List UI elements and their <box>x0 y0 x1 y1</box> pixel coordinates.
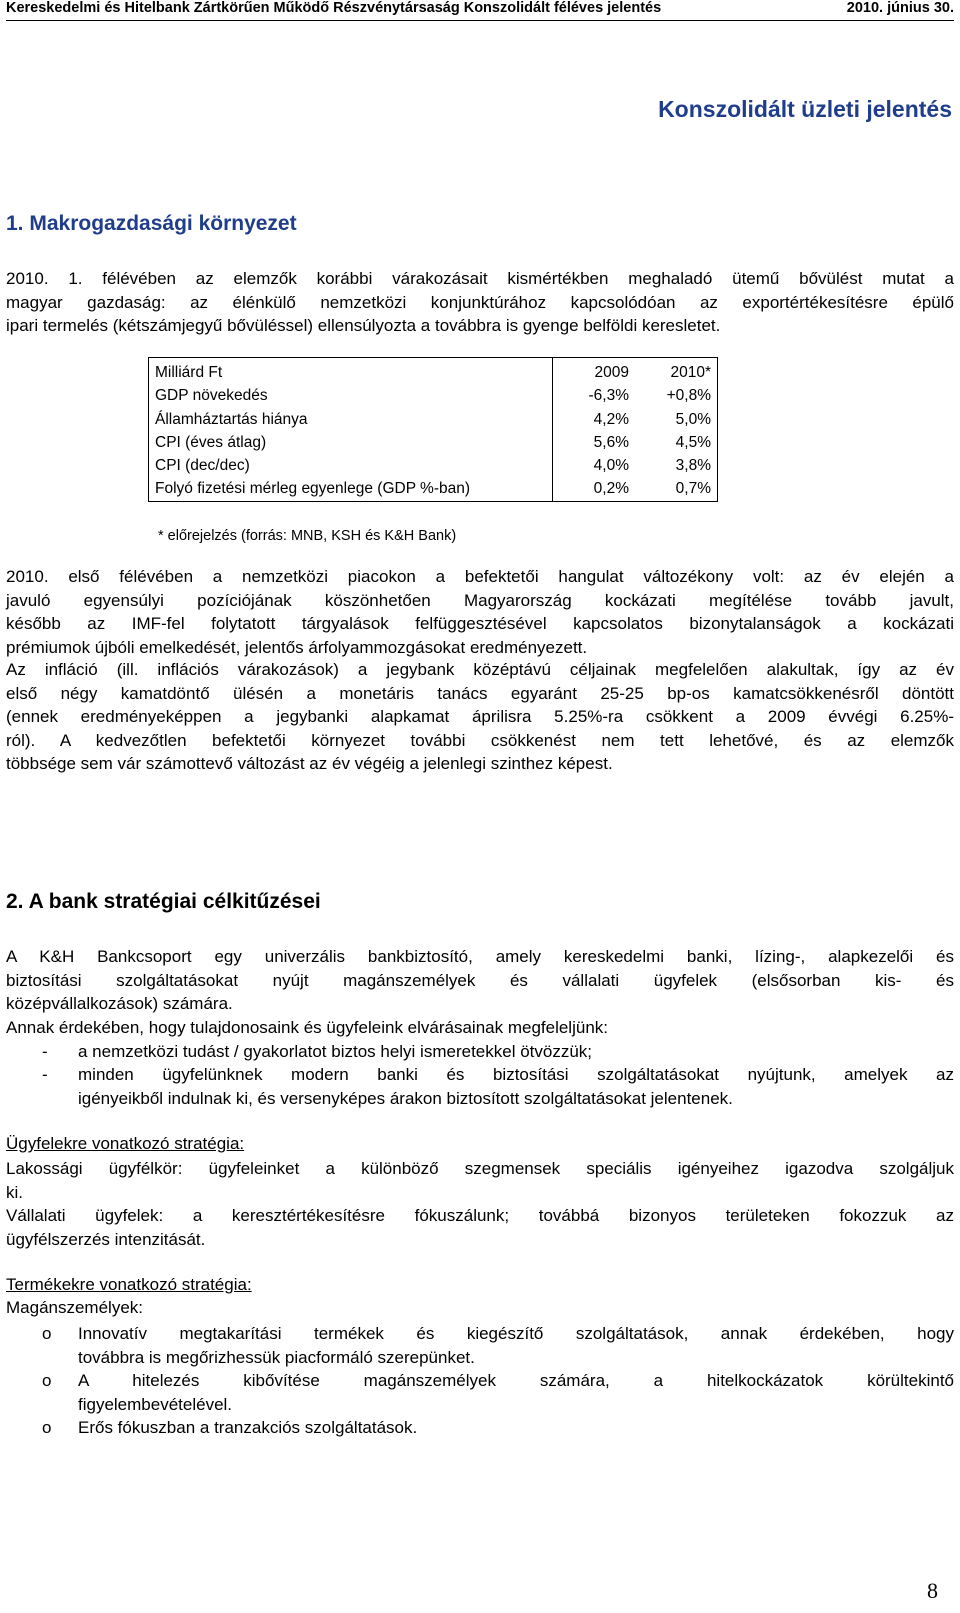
page-title: Konszolidált üzleti jelentés <box>658 96 952 122</box>
paragraph-line: Lakossági ügyfélkör: ügyfeleinket a különböző szegmensek speciális igényeihez igazodva szolgáljuk <box>6 1159 954 1178</box>
section-heading-macro: 1. Makrogazdasági környezet <box>6 212 297 235</box>
table-row <box>149 384 718 407</box>
list-item-line: minden ügyfelünknek modern banki és biztosítási szolgáltatásokat nyújtunk, amelyek az <box>78 1065 954 1084</box>
paragraph-line: első négy kamatdöntő ülésén a monetáris tanács egyaránt 25-25 bp-os kamatcsökkenésről döntött <box>6 683 954 703</box>
paragraph-line: ki. <box>6 1182 23 1202</box>
table-cell: Államháztartás hiánya <box>155 410 308 428</box>
list-item-line: igényeikből indulnak ki, és versenyképes árakon biztosított szolgáltatásokat jelentenek. <box>78 1088 733 1108</box>
dash-marker: - <box>42 1042 48 1061</box>
bullet-marker: o <box>42 1418 52 1437</box>
market-sentiment-paragraph <box>6 565 954 659</box>
list-item-text <box>78 1063 954 1110</box>
table-cell: 4,2% <box>553 408 636 431</box>
paragraph-line: A K&H Bankcsoport egy univerzális bankbiztosító, amely kereskedelmi banki, lízing-, alapkezelői és <box>6 947 954 966</box>
table-header-row <box>149 358 718 385</box>
paragraph-line: Vállalati ügyfelek: a keresztértékesítésre fókuszálunk; továbbá bizonyos területeken fokozzuk az <box>6 1206 954 1225</box>
table-header-cell: Milliárd Ft <box>155 364 223 381</box>
list-item-line: figyelembevételével. <box>78 1394 233 1414</box>
table-row <box>149 454 718 477</box>
paragraph-line: ról). A kedvezőtlen befektetői környezet további csökkenést nem tett lehetővé, és az elemzők <box>6 730 954 750</box>
table-row <box>149 408 718 431</box>
corporate-customers-paragraph <box>6 1204 954 1251</box>
table-cell: 3,8% <box>675 457 711 475</box>
page-number: 8 <box>927 1578 938 1603</box>
paragraph-line: ipari termelés (kétszámjegyű bővüléssel) ellensúlyozta a továbbra is gyenge belföldi keresletet. <box>6 316 721 335</box>
table-cell: -6,3% <box>553 384 636 407</box>
table-row <box>149 477 718 501</box>
bank-group-paragraph <box>6 945 954 1016</box>
expectations-intro <box>6 1016 954 1040</box>
private-individuals-heading: Magánszemélyek: <box>6 1298 144 1317</box>
list-item-line: a nemzetközi tudást / gyakorlatot biztos helyi ismeretekkel ötvözzük; <box>78 1042 593 1061</box>
inflation-paragraph <box>6 658 954 776</box>
table-cell: 4,0% <box>553 454 636 477</box>
list-item-text <box>78 1322 954 1369</box>
product-strategy-heading: Termékekre vonatkozó stratégia: <box>6 1275 252 1294</box>
paragraph-line: Az infláció (ill. inflációs várakozások) a jegybank középtávú céljainak megfelelően alakultak, így az év <box>6 660 954 679</box>
paragraph-line: ügyfélszerzés intenzitását. <box>6 1229 206 1249</box>
table-cell: CPI (dec/dec) <box>155 457 250 475</box>
paragraph-line: 2010. első félévében a nemzetközi piacokon a befektetői hangulat változékony volt: az év elején a <box>6 567 954 586</box>
running-header <box>6 0 954 21</box>
table-footnote: * előrejelzés (forrás: MNB, KSH és K&H Bank) <box>158 528 457 544</box>
list-item-line: továbbra is megőrizhessük piacformáló szerepünket. <box>78 1347 475 1367</box>
paragraph-line: 2010. 1. félévében az elemzők korábbi várakozásait kismértékben meghaladó ütemű bővülést mutat a <box>6 269 954 288</box>
list-item-text <box>78 1040 954 1064</box>
table-row <box>149 431 718 454</box>
paragraph-line: később az IMF-fel folytatott tárgyalások felfüggesztésével kapcsolatos bizonytalanságok a kockázati <box>6 614 954 633</box>
paragraph-line: biztosítási szolgáltatásokat nyújt magánszemélyek és vállalati ügyfelek (elsősorban kis- és <box>6 970 954 990</box>
table-cell: 0,2% <box>553 477 636 501</box>
paragraph-line: prémiumok újbóli emelkedését, jelentős árfolyammozgásokat eredményezett. <box>6 637 588 657</box>
paragraph-line: többsége sem vár számottevő változást az év végéig a jelenlegi szinthez képest. <box>6 754 613 773</box>
paragraph-line: Annak érdekében, hogy tulajdonosaink és ügyfeleink elvárásainak megfeleljünk: <box>6 1018 608 1037</box>
list-item-text <box>78 1416 954 1440</box>
section-heading-strategy: 2. A bank stratégiai célkitűzései <box>6 890 321 913</box>
table-cell: Folyó fizetési mérleg egyenlege (GDP %-ban) <box>155 480 471 498</box>
table-header-cell: 2010* <box>670 364 711 381</box>
table-cell: 5,0% <box>675 410 711 428</box>
macro-indicators-table <box>148 357 718 502</box>
paragraph-line: magyar gazdaság: az élénkülő nemzetközi konjunktúrához kapcsolódóan az exportértékesítésre épülő <box>6 292 954 312</box>
list-item-text <box>78 1369 954 1416</box>
table-cell: 4,5% <box>675 433 711 451</box>
macro-intro-paragraph <box>6 267 954 338</box>
paragraph-line: javuló egyensúlyi pozíciójának köszönhetően Magyarország kockázati megítélése tovább javult, <box>6 590 954 610</box>
header-company-title: Kereskedelmi és Hitelbank Zártkörűen Működő Részvénytársaság Konszolidált féléves jelentés <box>6 0 662 16</box>
table-cell: 5,6% <box>553 431 636 454</box>
customer-strategy-heading: Ügyfelekre vonatkozó stratégia: <box>6 1134 245 1153</box>
retail-customers-paragraph <box>6 1157 954 1204</box>
list-item-line: Erős fókuszban a tranzakciós szolgáltatások. <box>78 1418 418 1437</box>
paragraph-line: (ennek eredményeképpen a jegybanki alapkamat áprilisra 5.25%-ra csökkent a 2009 évvégi 6.25%- <box>6 707 954 726</box>
list-item-line: A hitelezés kibővítése magánszemélyek számára, a hitelkockázatok körültekintő <box>78 1371 954 1390</box>
table-cell: 0,7% <box>675 480 711 498</box>
table-cell: GDP növekedés <box>155 387 268 405</box>
header-date: 2010. június 30. <box>846 0 954 16</box>
dash-marker: - <box>42 1065 48 1084</box>
list-item-line: Innovatív megtakarítási termékek és kiegészítő szolgáltatások, annak érdekében, hogy <box>78 1324 954 1343</box>
paragraph-line: középvállalkozások) számára. <box>6 994 233 1013</box>
bullet-marker: o <box>42 1324 52 1343</box>
table-cell: +0,8% <box>666 387 711 405</box>
table-cell: CPI (éves átlag) <box>155 433 267 451</box>
bullet-marker: o <box>42 1371 52 1390</box>
table-header-cell: 2009 <box>553 358 636 385</box>
